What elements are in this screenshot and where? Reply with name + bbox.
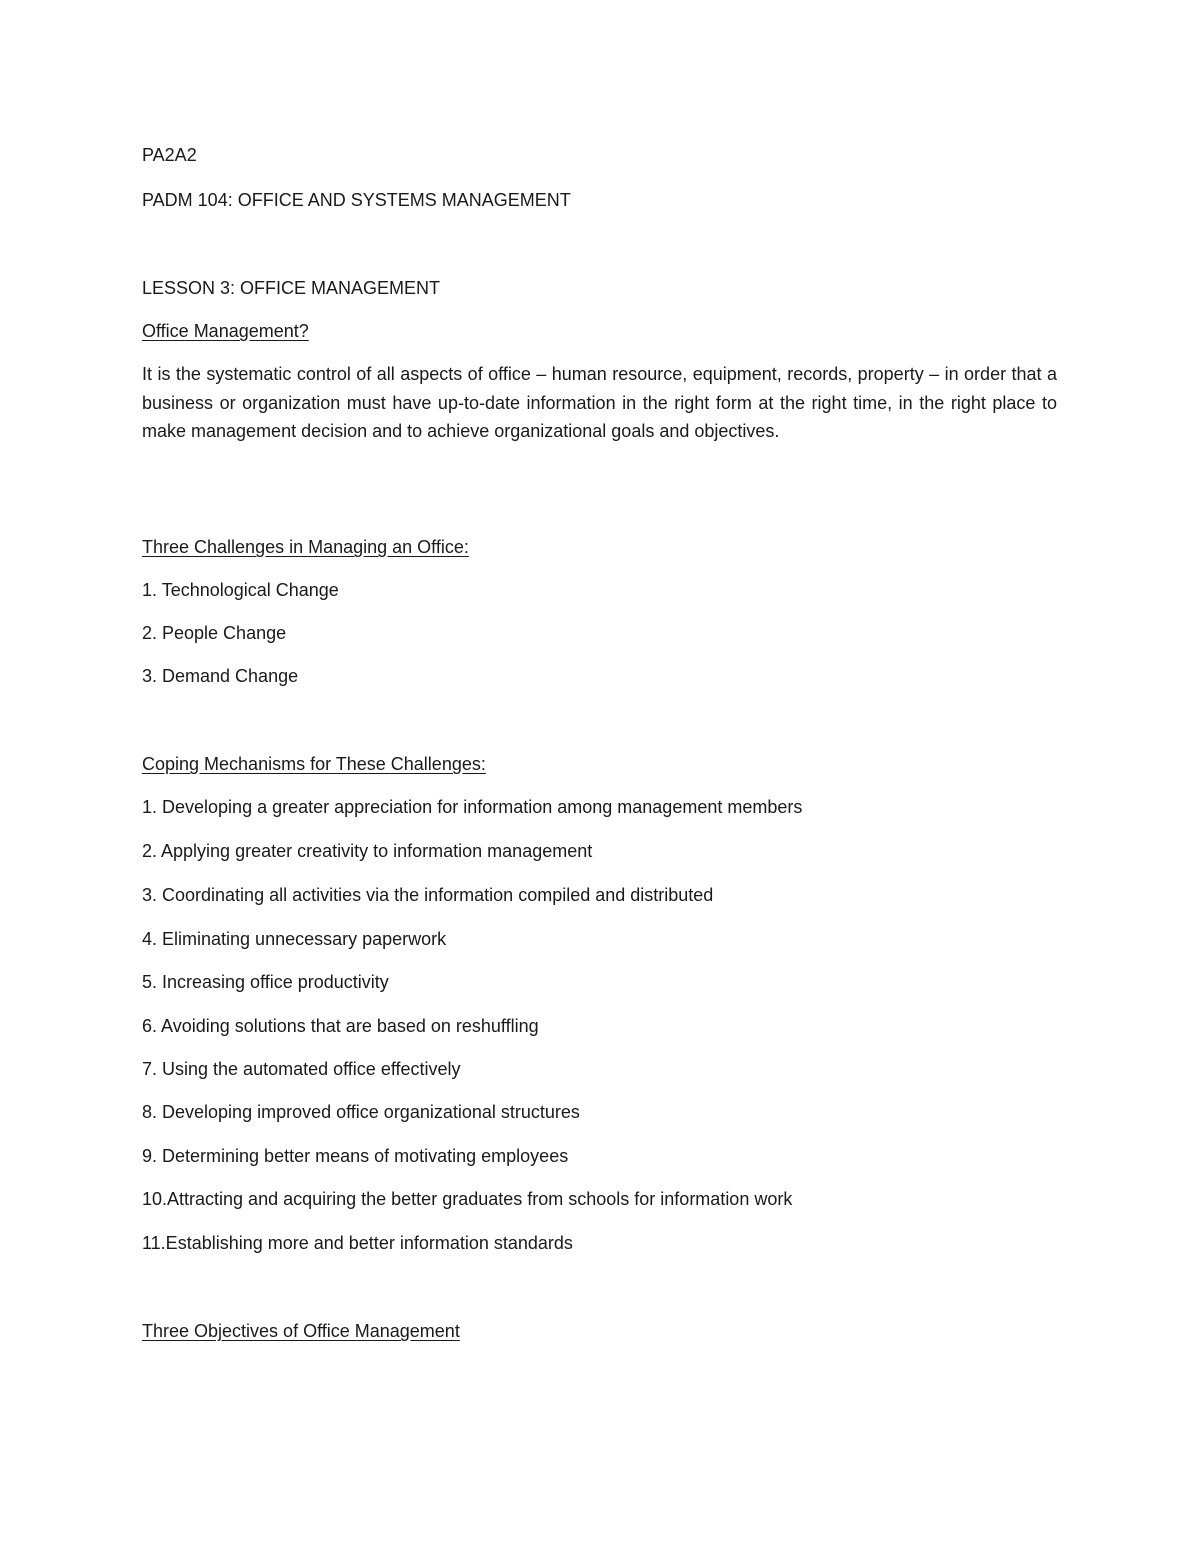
list-item: 3. Coordinating all activities via the information compiled and distributed <box>142 885 714 905</box>
list-item: 5. Increasing office productivity <box>142 972 389 992</box>
list-item: 2. People Change <box>142 623 287 643</box>
definition-heading: Office Management? <box>142 321 309 341</box>
list-item: 10.Attracting and acquiring the better graduates from schools for information work <box>142 1189 793 1209</box>
list-item: 3. Demand Change <box>142 666 299 686</box>
list-item: 1. Technological Change <box>142 580 339 600</box>
definition-paragraph: It is the systematic control of all aspects of office – human resource, equipment, records, property – in order that a business or organization must have up-to-date information in the right form at the right time, in the right place to make management decision and to achieve organizational goals and objectives. <box>142 364 1057 442</box>
objectives-heading: Three Objectives of Office Management <box>142 1321 460 1341</box>
list-item: 8. Developing improved office organizational structures <box>142 1102 580 1122</box>
coping-heading: Coping Mechanisms for These Challenges: <box>142 754 486 774</box>
section-code: PA2A2 <box>142 145 197 165</box>
list-item: 2. Applying greater creativity to information management <box>142 841 593 861</box>
list-item: 4. Eliminating unnecessary paperwork <box>142 929 447 949</box>
course-title: PADM 104: OFFICE AND SYSTEMS MANAGEMENT <box>142 190 571 210</box>
challenges-heading: Three Challenges in Managing an Office: <box>142 537 469 557</box>
list-item: 11.Establishing more and better information standards <box>142 1233 573 1253</box>
list-item: 7. Using the automated office effectively <box>142 1059 461 1079</box>
list-item: 1. Developing a greater appreciation for information among management members <box>142 797 803 817</box>
lesson-title: LESSON 3: OFFICE MANAGEMENT <box>142 278 441 298</box>
list-item: 6. Avoiding solutions that are based on reshuffling <box>142 1016 539 1036</box>
list-item: 9. Determining better means of motivating employees <box>142 1146 569 1166</box>
